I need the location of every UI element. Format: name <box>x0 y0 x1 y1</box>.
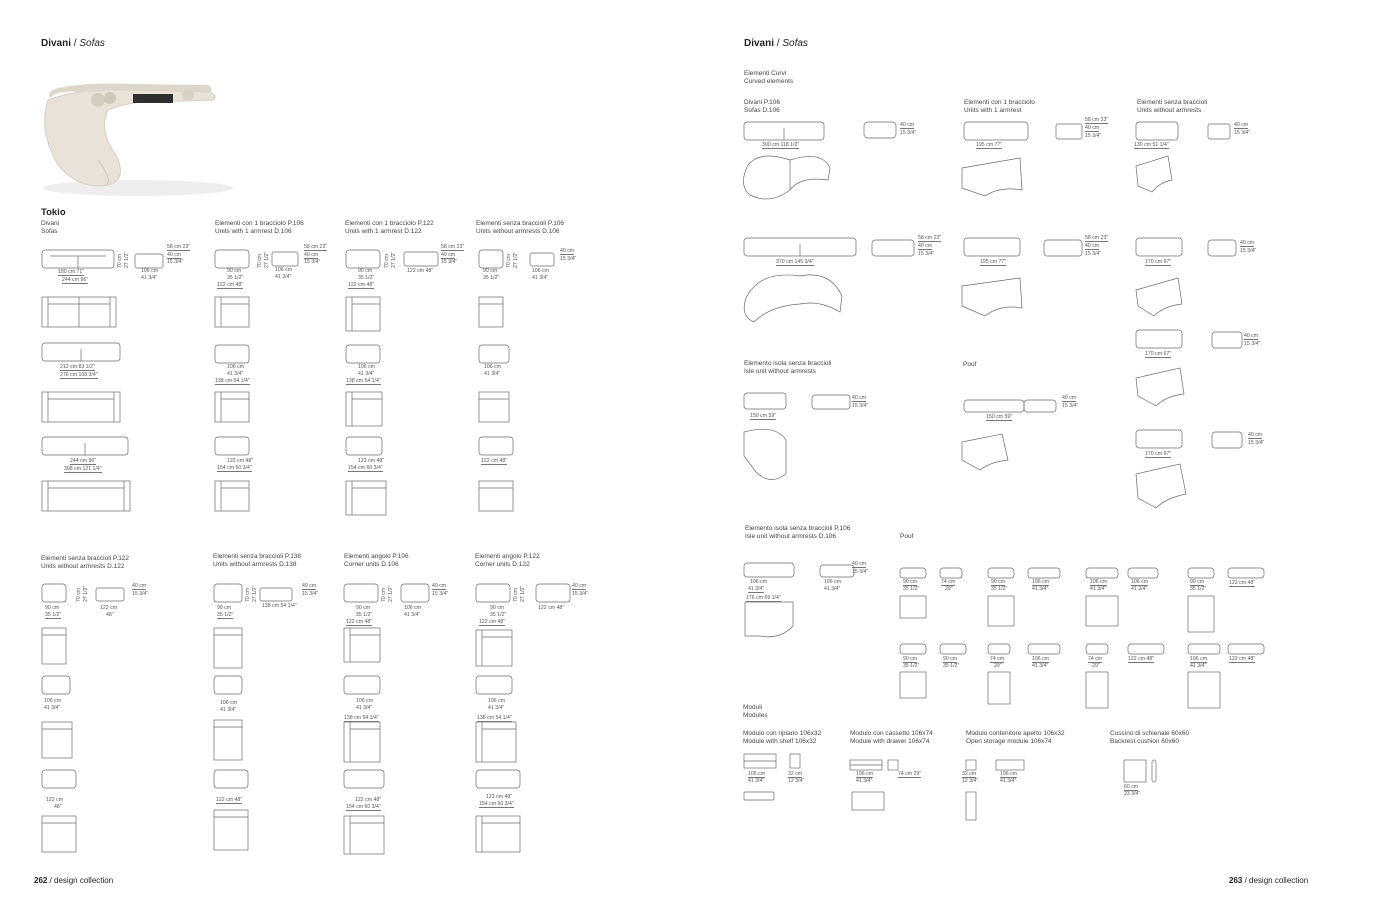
dim-label: 90 cm <box>943 656 958 662</box>
dim-label: 70 cm <box>513 587 519 602</box>
group-label-en: Corner units D.106 <box>344 561 399 568</box>
dim-label: 32 cm <box>962 771 977 777</box>
dim-label: 170 cm 67" <box>1145 351 1172 357</box>
dim-label: 90 cm <box>991 579 1006 585</box>
group-label-en: Units without armrests <box>1137 107 1202 114</box>
dim-label: 27 1/2" <box>264 251 270 268</box>
dim-label: 122 cm 48" <box>1128 656 1155 662</box>
dim-label: 122 cm 48" <box>1229 656 1256 662</box>
dim-label: 41 3/4" <box>141 275 158 281</box>
dim-label: 106 cm <box>532 268 550 274</box>
dim-label: 154 cm 60 3/4" <box>217 465 252 471</box>
dim-label: 27 1/2" <box>124 251 130 268</box>
header-it: Divani <box>744 38 775 49</box>
dim-label: 138 cm 54 1/4" <box>346 378 381 384</box>
dim-label: 195 cm 77" <box>976 142 1003 148</box>
dim-label: 40 cm <box>852 561 867 567</box>
dim-label: 41 3/4" <box>484 371 501 377</box>
dim-label: 40 cm <box>1085 125 1100 131</box>
dim-label: 58 cm 23" <box>1085 117 1109 123</box>
dim-label: 195 cm 77" <box>980 259 1007 265</box>
group-label-en: Units with 1 armrest D.122 <box>345 228 422 235</box>
dim-label: 106 cm <box>356 698 374 704</box>
group-label-it: Divani P.106 <box>744 99 781 106</box>
dim-label: 41 3/4" <box>227 371 244 377</box>
dim-label: 35 1/2" <box>483 275 500 281</box>
dim-label: 122 cm 48" <box>358 458 385 464</box>
group-label-en: Isle unit without armrests <box>744 368 816 375</box>
dim-label: 90 cm <box>227 268 242 274</box>
product-sub-it: Divani <box>41 220 60 227</box>
module-label-en: Open storage module 106x74 <box>966 738 1052 745</box>
dim-label: 41 3/4" <box>748 586 765 592</box>
dim-label: 15 3/4" <box>304 259 321 265</box>
dim-label: 106 cm <box>227 364 245 370</box>
group-label-en: Units without armrests D.122 <box>41 563 125 570</box>
module-label-en: Backrest cushion 60x60 <box>1110 738 1180 745</box>
dim-label: 122 cm 48" <box>486 794 513 800</box>
dim-label: 106 cm <box>1090 579 1108 585</box>
dim-label: 41 3/4" <box>856 778 873 784</box>
dim-label: 40 cm <box>441 252 456 258</box>
dim-label: 12 3/4" <box>788 778 805 784</box>
folio-sep: / <box>47 876 55 885</box>
dim-label: 106 cm <box>44 698 62 704</box>
dim-label: 106 cm <box>1032 579 1050 585</box>
dim-label: 15 3/4" <box>1248 440 1265 446</box>
dim-label: 35 1/2" <box>903 586 920 592</box>
dim-label: 138 cm 54 1/4" <box>215 378 250 384</box>
dim-label: 154 cm 60 3/4" <box>479 801 514 807</box>
module-label-it: Cuscino di schienale 60x60 <box>1110 730 1190 737</box>
dim-label: 35 1/2" <box>45 612 62 618</box>
group-label-en: Sofas D.106 <box>744 107 780 114</box>
dim-label: 41 3/4" <box>404 612 421 618</box>
dim-label: 138 cm 54 1/4" <box>477 715 512 721</box>
dim-label: 244 cm 96" <box>62 277 89 283</box>
dim-label: 90 cm <box>1190 579 1205 585</box>
dim-label: 106 cm <box>856 771 874 777</box>
header-en: Sofas <box>79 38 105 49</box>
dim-label: 29" <box>945 586 953 592</box>
dim-label: 106 cm <box>748 771 766 777</box>
group-label-it: Elementi senza braccioli P.138 <box>213 553 302 560</box>
dim-label: 212 cm 83 1/2" <box>60 364 95 370</box>
dim-label: 41 3/4" <box>1190 663 1207 669</box>
dim-label: 35 1/2" <box>227 275 244 281</box>
dim-label: 276 cm 108 3/4" <box>60 372 98 378</box>
dim-label: 41 3/4" <box>824 586 841 592</box>
dim-label: 35 1/2" <box>217 612 234 618</box>
dim-label: 90 cm <box>903 656 918 662</box>
group-label-it: Elementi senza braccioli P.106 <box>476 220 565 227</box>
dim-label: 122 cm 48" <box>216 797 243 803</box>
header-it: Divani <box>41 38 72 49</box>
dim-label: 27 1/2" <box>520 585 526 602</box>
dim-label: 15 3/4" <box>1085 251 1102 257</box>
header-sep: / <box>774 38 783 49</box>
dim-label: 41 3/4" <box>1000 778 1017 784</box>
header-sep: / <box>71 38 80 49</box>
product-sub-en: Sofas <box>41 228 58 235</box>
dim-label: 70 cm <box>117 253 123 268</box>
dim-label: 130 cm 51 1/4" <box>1134 142 1169 148</box>
dim-label: 58 cm 23" <box>1085 235 1109 241</box>
dim-label: 40 cm <box>1062 395 1077 401</box>
dim-label: 41 3/4" <box>275 274 292 280</box>
dim-label: 90 cm <box>217 605 232 611</box>
dim-label: 23 3/4" <box>1124 791 1141 797</box>
dim-label: 41 3/4" <box>44 705 61 711</box>
dim-label: 41 3/4" <box>488 705 505 711</box>
dim-label: 41 3/4" <box>1131 586 1148 592</box>
dim-label: 41 3/4" <box>356 705 373 711</box>
dim-label: 35 1/2" <box>943 663 960 669</box>
dim-label: 41 3/4" <box>1032 586 1049 592</box>
folio-sep: / <box>1242 876 1250 885</box>
dim-label: 106 cm <box>1032 656 1050 662</box>
dim-label: 15 3/4" <box>167 259 184 265</box>
dim-label: 370 cm 145 3/4" <box>776 259 814 265</box>
dim-label: 15 3/4" <box>852 569 869 575</box>
dim-label: 90 cm <box>483 268 498 274</box>
dim-label: 58 cm 23" <box>167 244 191 250</box>
dim-label: 106 cm <box>220 700 238 706</box>
dim-label: 122 cm 48" <box>481 458 508 464</box>
dim-label: 41 3/4" <box>748 778 765 784</box>
dim-label: 40 cm <box>572 583 587 589</box>
dim-label: 106 cm <box>141 268 159 274</box>
dim-label: 12 3/4" <box>962 778 979 784</box>
dim-label: 35 1/2" <box>991 586 1008 592</box>
dim-label: 308 cm 121 1/4" <box>64 466 102 472</box>
dim-label: 74 cm <box>941 579 956 585</box>
group-label-it: Elementi con 1 bracciolo P.106 <box>215 220 304 227</box>
section-label-it: Elementi Curvi <box>744 70 787 77</box>
header-en: Sofas <box>782 38 808 49</box>
dim-label: 90 cm <box>358 268 373 274</box>
dim-label: 35 1/2" <box>1190 586 1207 592</box>
dim-label: 35 1/2" <box>903 663 920 669</box>
dim-label: 41 3/4" <box>1090 586 1107 592</box>
group-label-it: Elementi con 1 bracciolo <box>964 99 1035 106</box>
dim-label: 27 1/2" <box>388 585 394 602</box>
group-label-en: Isle unit without armrests D.106 <box>745 533 837 540</box>
dim-label: 27 1/2" <box>83 585 89 602</box>
dim-label: 70 cm <box>257 253 263 268</box>
dim-label: 15 3/4" <box>1240 248 1257 254</box>
product-title: Tokio <box>41 207 66 218</box>
module-label-it: Modulo contenitore aperto 106x32 <box>966 730 1065 737</box>
dim-label: 15 3/4" <box>852 403 869 409</box>
dim-label: 154 cm 60 3/4" <box>348 465 383 471</box>
dim-label: 29" <box>1092 663 1100 669</box>
dim-label: 60 cm <box>1124 784 1139 790</box>
dim-label: 74 cm <box>990 656 1005 662</box>
group-label-en: Units without armrests D.138 <box>213 561 297 568</box>
dim-label: 40 cm <box>302 583 317 589</box>
section-label-en: Curved elements <box>744 78 794 85</box>
dim-label: 15 3/4" <box>302 591 319 597</box>
dim-label: 35 1/2" <box>358 275 375 281</box>
section-label-it: Moduli <box>743 704 763 711</box>
dim-label: 40 cm <box>132 583 147 589</box>
dim-label: 40 cm <box>1240 240 1255 246</box>
dim-label: 122 cm 48" <box>217 282 244 288</box>
dim-label: 122 cm 48" <box>1229 580 1256 586</box>
dim-label: 40 cm <box>1085 243 1100 249</box>
dim-label: 27 1/2" <box>391 251 397 268</box>
dim-label: 27 1/2" <box>252 585 258 602</box>
dim-label: 90 cm <box>356 605 371 611</box>
dim-label: 122 cm 48" <box>538 605 565 611</box>
dim-label: 40 cm <box>1248 432 1263 438</box>
dim-label: 170 cm 67" <box>1145 451 1172 457</box>
dim-label: 15 3/4" <box>572 591 589 597</box>
folio-num: 262 <box>34 876 48 885</box>
group-label-it: Elemento isola senza braccioli P.106 <box>745 525 851 532</box>
group-label-en: Units with 1 armrest <box>964 107 1022 114</box>
dim-label: 180 cm 71" <box>58 269 85 275</box>
dim-label: 106 cm <box>1000 771 1018 777</box>
dim-label: 122 cm <box>100 605 118 611</box>
dim-label: 122 cm 48" <box>355 797 382 803</box>
dim-label: 15 3/4" <box>900 130 917 136</box>
section-label-en: Modules <box>743 712 768 719</box>
dim-label: 106 cm <box>488 698 506 704</box>
dim-label: 41 3/4" <box>532 275 549 281</box>
dim-label: 70 cm <box>384 253 390 268</box>
group-label-it: Elementi con 1 bracciolo P.122 <box>345 220 434 227</box>
dim-label: 15 3/4" <box>1234 130 1251 136</box>
dim-label: 122 cm 48" <box>479 619 506 625</box>
folio-num: 263 <box>1229 876 1243 885</box>
dim-label: 122 cm 48" <box>227 458 254 464</box>
dim-label: 244 cm 96" <box>70 458 97 464</box>
group-label-it: Pouf <box>963 361 977 368</box>
dim-label: 138 cm 54 1/4" <box>344 715 379 721</box>
dim-label: 122 cm <box>46 797 64 803</box>
dim-label: 150 cm 59" <box>750 413 777 419</box>
dim-label: 40 cm <box>852 395 867 401</box>
dim-label: 70 cm <box>76 587 82 602</box>
dim-label: 106 cm <box>1131 579 1149 585</box>
dim-label: 154 cm 60 3/4" <box>346 804 381 810</box>
dim-label: 35 1/2" <box>490 612 507 618</box>
dim-label: 15 3/4" <box>132 591 149 597</box>
group-label-en: Units with 1 armrest D.106 <box>215 228 292 235</box>
page-number-right <box>1229 876 1308 885</box>
group-label-en: Corner units D.122 <box>475 561 530 568</box>
dim-label: 41 3/4" <box>358 371 375 377</box>
dim-label: 70 cm <box>506 253 512 268</box>
dim-label: 90 cm <box>490 605 505 611</box>
dim-label: 106 cm <box>484 364 502 370</box>
module-label-it: Modulo con ripiano 106x32 <box>743 730 822 737</box>
dim-label: 74 cm <box>1088 656 1103 662</box>
dim-label: 48" <box>54 804 62 810</box>
dim-label: 58 cm 23" <box>918 235 942 241</box>
dim-label: 40 cm <box>1244 333 1259 339</box>
dim-label: 15 3/4" <box>1085 133 1102 139</box>
dim-label: 106 cm <box>824 579 842 585</box>
dim-label: 15 3/4" <box>1062 403 1079 409</box>
dim-label: 70 cm <box>381 587 387 602</box>
dim-label: 40 cm <box>560 248 575 254</box>
dim-label: 40 cm <box>918 243 933 249</box>
group-label-it: Elementi angolo P.106 <box>344 553 409 560</box>
dim-label: 300 cm 118 1/2" <box>762 142 800 148</box>
dim-label: 122 cm 48" <box>407 268 434 274</box>
dim-label: 15 3/4" <box>432 591 449 597</box>
group-label-it: Elementi angolo P.122 <box>475 553 540 560</box>
dim-label: 106 cm <box>750 579 768 585</box>
module-label-it: Modulo con cassetto 106x74 <box>850 730 933 737</box>
dim-label: 122 cm 48" <box>348 282 375 288</box>
group-label-en: Units without armrests D.106 <box>476 228 560 235</box>
dim-label: 106 cm <box>275 267 293 273</box>
dim-label: 15 3/4" <box>441 259 458 265</box>
dim-label: 138 cm 54 1/4" <box>262 603 297 609</box>
dim-label: 15 3/4" <box>560 256 577 262</box>
dim-label: 90 cm <box>45 605 60 611</box>
dim-label: 122 cm 48" <box>346 619 373 625</box>
dim-label: 90 cm <box>903 579 918 585</box>
dim-label: 58 cm 23" <box>304 244 328 250</box>
dim-label: 40 cm <box>167 252 182 258</box>
dim-label: 176 cm 69 1/4" <box>746 595 781 601</box>
dim-label: 106 cm <box>358 364 376 370</box>
dim-label: 106 cm <box>1190 656 1208 662</box>
dim-label: 40 cm <box>1234 122 1249 128</box>
dim-label: 15 3/4" <box>918 251 935 257</box>
dim-label: 35 1/2" <box>356 612 373 618</box>
group-label-it: Elementi senza braccioli <box>1137 99 1208 106</box>
dim-label: 40 cm <box>432 583 447 589</box>
dim-label: 40 cm <box>900 122 915 128</box>
dim-label: 170 cm 67" <box>1145 259 1172 265</box>
dim-label: 15 3/4" <box>1244 341 1261 347</box>
dim-label: 48" <box>106 612 114 618</box>
group-label-it: Elemento isola senza braccioli <box>744 360 832 367</box>
group-label-it: Pouf <box>900 533 914 540</box>
dim-label: 32 cm <box>788 771 803 777</box>
dim-label: 29" <box>994 663 1002 669</box>
dim-label: 74 cm 29" <box>898 771 922 777</box>
dim-label: 58 cm 23" <box>441 244 465 250</box>
module-label-en: Module with drawer 106x74 <box>850 738 930 745</box>
folio-text: design collection <box>54 876 114 885</box>
dim-label: 70 cm <box>245 587 251 602</box>
group-label-it: Elementi senza braccioli P.122 <box>41 555 130 562</box>
dim-label: 41 3/4" <box>1032 663 1049 669</box>
dim-label: 150 cm 59" <box>986 414 1013 420</box>
module-label-en: Module with shelf 106x32 <box>743 738 817 745</box>
dim-label: 106 cm <box>404 605 422 611</box>
dim-label: 40 cm <box>304 252 319 258</box>
dim-label: 27 1/2" <box>513 251 519 268</box>
dim-label: 41 3/4" <box>220 707 237 713</box>
folio-text: design collection <box>1249 876 1309 885</box>
